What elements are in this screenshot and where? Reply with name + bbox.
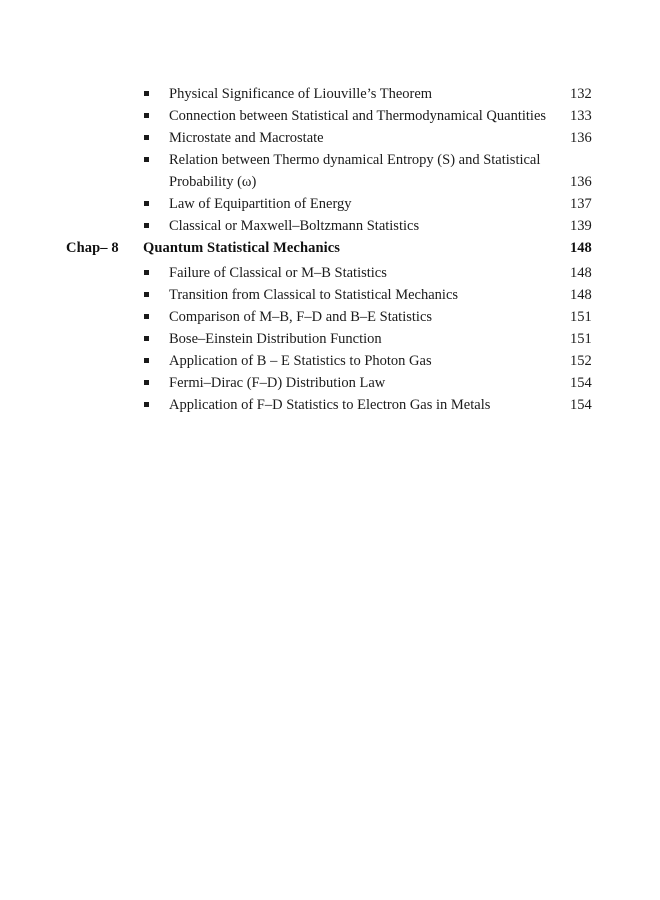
- toc-entry-row[interactable]: [0, 284, 660, 306]
- toc-page-number[interactable]: 148: [570, 240, 592, 256]
- toc-entry-title[interactable]: Physical Significance of Liouville’s Theorem: [169, 86, 433, 102]
- square-bullet-icon: [144, 135, 149, 140]
- toc-entry-title[interactable]: Application of B – E Statistics to Photon Gas: [169, 353, 432, 369]
- toc-entry-row[interactable]: [0, 193, 660, 215]
- toc-entry-title[interactable]: Microstate and Macrostate: [169, 130, 324, 146]
- toc-page-number[interactable]: 136: [570, 130, 592, 146]
- square-bullet-icon: [144, 314, 149, 319]
- toc-page-number[interactable]: 152: [570, 353, 592, 369]
- toc-entry-row[interactable]: [0, 262, 660, 284]
- toc-entry-list: [0, 83, 660, 416]
- toc-entry-row[interactable]: [0, 394, 660, 416]
- toc-entry-row[interactable]: [0, 83, 660, 105]
- toc-entry-title[interactable]: Law of Equipartition of Energy: [169, 196, 352, 212]
- toc-page-number[interactable]: 151: [570, 331, 592, 347]
- square-bullet-icon: [144, 201, 149, 206]
- square-bullet-icon: [144, 157, 149, 162]
- square-bullet-icon: [144, 336, 149, 341]
- square-bullet-icon: [144, 113, 149, 118]
- toc-page-number[interactable]: 154: [570, 375, 592, 391]
- toc-page-number[interactable]: 151: [570, 309, 592, 325]
- toc-entry-row[interactable]: [0, 328, 660, 350]
- toc-page-number[interactable]: 148: [570, 287, 592, 303]
- toc-page-number[interactable]: 136: [570, 174, 592, 190]
- square-bullet-icon: [144, 91, 149, 96]
- toc-entry-row[interactable]: [0, 350, 660, 372]
- toc-entry-title[interactable]: Fermi–Dirac (F–D) Distribution Law: [169, 375, 386, 391]
- toc-entry-title[interactable]: Transition from Classical to Statistical Mechanics: [169, 287, 459, 303]
- square-bullet-icon: [144, 223, 149, 228]
- toc-entry-row[interactable]: [0, 215, 660, 237]
- toc-entry-title[interactable]: Classical or Maxwell–Boltzmann Statistics: [169, 218, 420, 234]
- toc-entry-title[interactable]: Comparison of M–B, F–D and B–E Statistics: [169, 309, 433, 325]
- square-bullet-icon: [144, 380, 149, 385]
- toc-page-number[interactable]: 154: [570, 397, 592, 413]
- toc-entry-title[interactable]: Connection between Statistical and Thermodynamical Quantities: [169, 108, 547, 124]
- square-bullet-icon: [144, 292, 149, 297]
- chapter-title[interactable]: Quantum Statistical Mechanics: [143, 240, 341, 256]
- toc-entry-title[interactable]: Failure of Classical or M–B Statistics: [169, 265, 387, 281]
- square-bullet-icon: [144, 402, 149, 407]
- toc-entry-title[interactable]: Relation between Thermo dynamical Entropy (S) and Statistical Probability (ω): [169, 152, 541, 190]
- toc-chapter-row[interactable]: [0, 237, 660, 262]
- square-bullet-icon: [144, 270, 149, 275]
- toc-entry-title[interactable]: Application of F–D Statistics to Electron Gas in Metals: [169, 397, 491, 413]
- toc-entry-row[interactable]: [0, 149, 660, 193]
- toc-entry-title[interactable]: Bose–Einstein Distribution Function: [169, 331, 382, 347]
- toc-page-number[interactable]: 133: [570, 108, 592, 124]
- chapter-number-label: Chap– 8: [66, 240, 119, 256]
- toc-entry-row[interactable]: [0, 105, 660, 127]
- toc-entry-row[interactable]: [0, 372, 660, 394]
- toc-page-number[interactable]: 148: [570, 265, 592, 281]
- toc-page-number[interactable]: 132: [570, 86, 592, 102]
- toc-entry-row[interactable]: [0, 306, 660, 328]
- toc-page-number[interactable]: 139: [570, 218, 592, 234]
- toc-entry-row[interactable]: [0, 127, 660, 149]
- toc-page-number[interactable]: 137: [570, 196, 592, 212]
- square-bullet-icon: [144, 358, 149, 363]
